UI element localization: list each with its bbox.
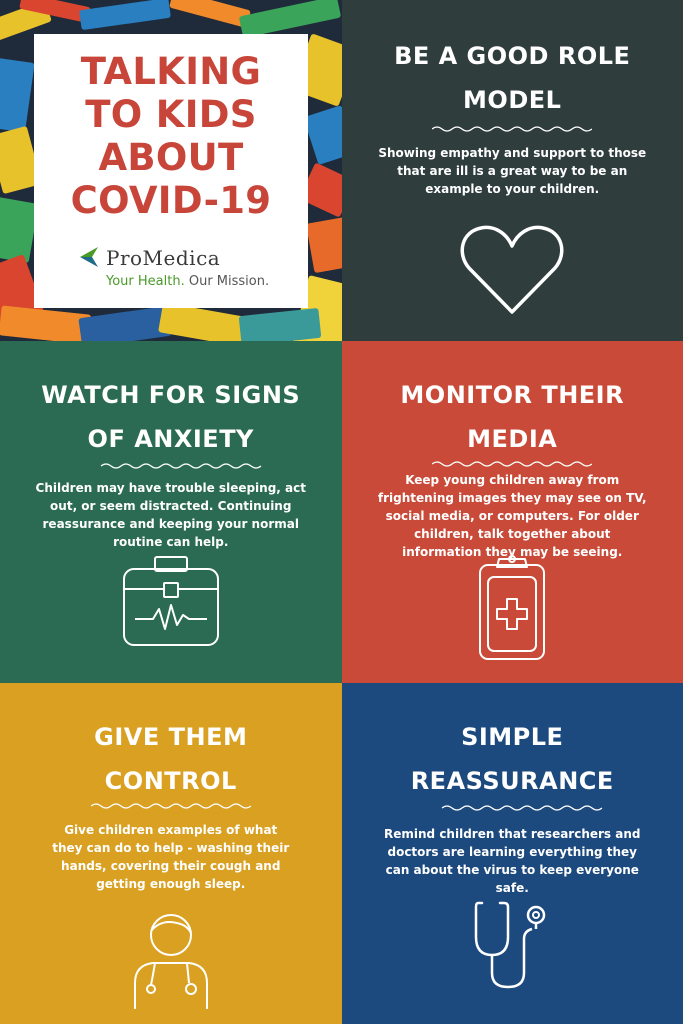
- clipboard-icon: [477, 553, 547, 663]
- logo-tagline-green: Your Health.: [106, 274, 185, 289]
- logo-tagline: [106, 274, 269, 289]
- wave-divider: [432, 459, 592, 469]
- panel-text: Children may have trouble sleeping, act out, or seem distracted. Continuing reassurance and keeping your normal routine can help.: [35, 481, 306, 550]
- panel-text: Give children examples of what they can do to help - washing their hands, covering their cough and getting enough sleep.: [52, 822, 290, 891]
- logo-tagline-dark: Our Mission.: [188, 274, 270, 289]
- panel-heading: GIVE THEM CONTROL: [94, 722, 248, 795]
- medical-kit-icon: [121, 555, 221, 649]
- heart-icon: [457, 220, 567, 320]
- title-line: COVID-19: [70, 179, 272, 222]
- title-panel: [0, 0, 342, 341]
- title-line: TO KIDS: [85, 93, 257, 136]
- panel-control: [0, 683, 342, 1024]
- wave-divider: [91, 801, 251, 811]
- panel-heading: MONITOR THEIR MEDIA: [400, 381, 625, 454]
- promedica-logo-icon: [78, 246, 100, 268]
- stethoscope-icon: [474, 899, 550, 991]
- doctor-icon: [131, 909, 211, 1009]
- panel-role-model: [342, 0, 683, 341]
- panel-text: Remind children that researchers and doctors are learning everything they can about the virus to keep everyone safe.: [384, 826, 641, 895]
- panel-reassurance: [342, 683, 683, 1024]
- panel-media: [342, 341, 683, 682]
- wave-divider: [81, 461, 281, 471]
- wave-divider: [422, 803, 622, 813]
- title-line: TALKING: [80, 50, 262, 93]
- wave-divider: [432, 124, 592, 134]
- panel-heading: WATCH FOR SIGNS OF ANXIETY: [41, 381, 301, 454]
- panel-anxiety: [0, 341, 342, 682]
- panel-text: Showing empathy and support to those that are ill is a great way to be an example to your children.: [378, 146, 647, 196]
- title-line: ABOUT: [98, 136, 244, 179]
- panel-text: Keep young children away from frightening images they may see on TV, social media, or computers. For older children, talk together about information they may be seeing.: [377, 473, 647, 560]
- infographic-title: [34, 50, 308, 222]
- title-card: [34, 34, 308, 308]
- logo-name: ProMedica: [106, 246, 221, 270]
- panel-heading: BE A GOOD ROLE MODEL: [394, 42, 631, 114]
- panel-heading: SIMPLE REASSURANCE: [410, 722, 614, 795]
